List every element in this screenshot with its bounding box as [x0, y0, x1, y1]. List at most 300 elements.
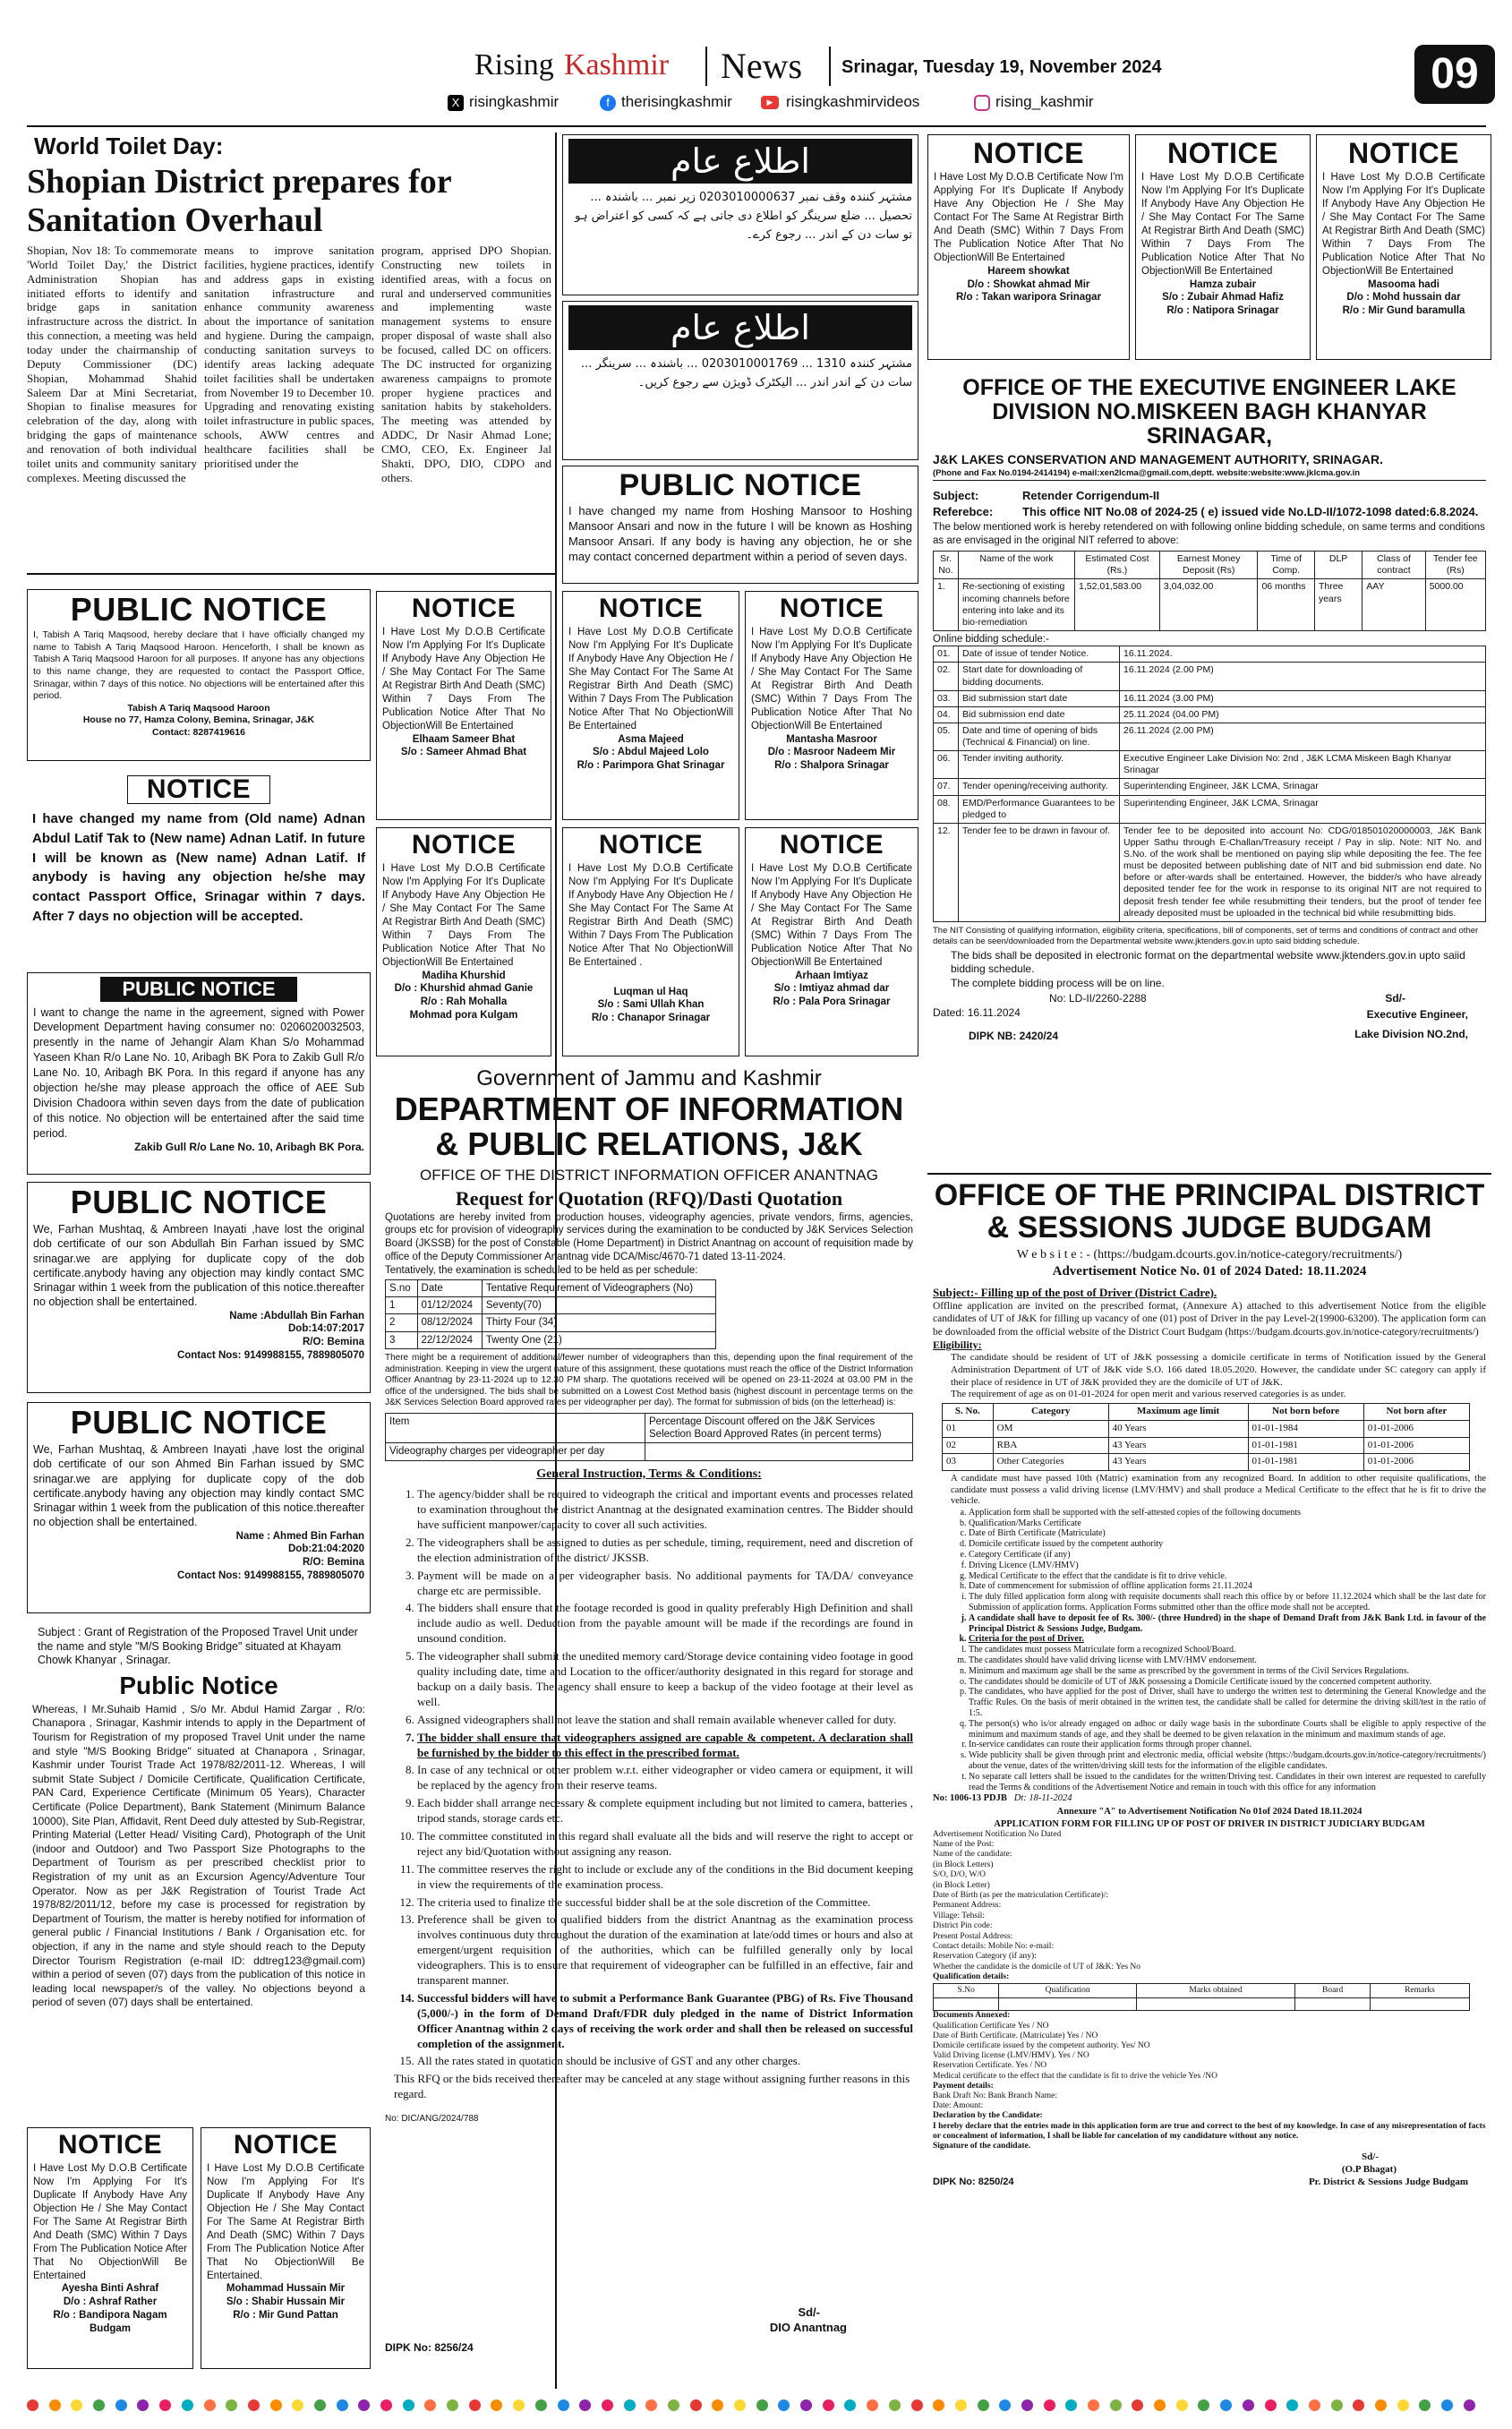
- cell: 01-01-2006: [1363, 1437, 1469, 1454]
- lake-schedule-table: [933, 646, 1486, 922]
- table-header: Maximum age limit: [1108, 1404, 1248, 1421]
- table-header: Time of Comp.: [1258, 552, 1315, 579]
- cell: 02.: [934, 663, 959, 690]
- footer-dot: [1353, 2399, 1364, 2411]
- cell: 16.11.2024 (3.00 PM): [1120, 690, 1486, 706]
- cell: 40 Years: [1108, 1420, 1248, 1437]
- form-field: Reservation Category (if any):: [933, 1952, 1037, 1962]
- footer-dot: [1441, 2399, 1453, 2411]
- list-item: q. The person(s) who is/or already engaged on adhoc or daily wage basis in the subordinate Courts shall be eligible to apply respective of the minimum and maximum stands of age, and they shall be deemed to be given relaxation in the minimum and maximum stands of age.: [969, 1719, 1486, 1740]
- footer-dot: [469, 2399, 481, 2411]
- table-row: [386, 1297, 716, 1314]
- table-header: Class of contract: [1363, 552, 1425, 579]
- cell: Twenty One (21): [482, 1331, 715, 1348]
- cell: 1.: [934, 579, 959, 631]
- doc-line: Declaration by the Candidate:: [933, 2111, 1043, 2121]
- notice-mid-5: [562, 827, 739, 1056]
- notice-title: NOTICE: [779, 830, 884, 860]
- dipr-no: No: DIC/ANG/2024/788: [385, 2113, 479, 2124]
- cell: 06 months: [1258, 579, 1315, 631]
- doc-line: Payment details:: [933, 2081, 994, 2091]
- footer-dot: [447, 2399, 458, 2411]
- cell: AAY: [1363, 579, 1425, 631]
- notice-sig-name: Name : Ahmed Bin Farhan: [235, 1530, 364, 1542]
- form-field: District Pin code:: [933, 1921, 993, 1931]
- table-row: [934, 646, 1486, 663]
- doc-line: Documents Annexed:: [933, 2011, 1011, 2021]
- form-field: Contact details: Mobile No: e-mail:: [933, 1941, 1055, 1951]
- social-facebook-label: therisingkashmir: [621, 93, 732, 110]
- footer-dot: [93, 2399, 105, 2411]
- lake-point: The bids shall be deposited in electronic format on the departmental website www.jktenders.gov.in upto saiid bidding schedule.: [951, 948, 1465, 976]
- footer-dot: [690, 2399, 702, 2411]
- list-item: t. No separate call letters shall be issued to the candidates for the written/Driving test. Candidates in their own interest are requested to carefully read the Terms & conditions of the Advertisement Notice and remain in touch with this office for any information: [969, 1772, 1486, 1793]
- footer-dot: [1265, 2399, 1277, 2411]
- table-row: [386, 1314, 716, 1331]
- cell: 02: [943, 1437, 994, 1454]
- cell: 06.: [934, 751, 959, 779]
- doc-line: Date of Birth Certificate. (Matriculate) Yes / NO: [933, 2031, 1098, 2040]
- budgam-title: OFFICE OF THE PRINCIPAL DISTRICT & SESSIONS JUDGE BUDGAM: [934, 1180, 1485, 1244]
- notice-sig-dob: Dob:14:07:2017: [287, 1323, 364, 1335]
- footer-dot: [645, 2399, 657, 2411]
- dipr-sig: Sd/-: [798, 2305, 820, 2319]
- footer-dot: [358, 2399, 370, 2411]
- table-row: [934, 690, 1486, 706]
- footer-dot: [314, 2399, 326, 2411]
- cell: 1,52,01,583.00: [1075, 579, 1160, 631]
- notice-sig-parent: S/o : Sameer Ahmad Bhat: [400, 747, 527, 758]
- cell: 43 Years: [1108, 1454, 1248, 1471]
- notice-top-2: [1135, 134, 1311, 360]
- budgam-age-table: [942, 1403, 1470, 1471]
- dateline: Srinagar, Tuesday 19, November 2024: [841, 57, 1162, 77]
- table-header: Not born after: [1363, 1404, 1469, 1421]
- form-field: Advertisement Notification No Dated: [933, 1829, 1062, 1839]
- footer-dot: [1331, 2399, 1343, 2411]
- doc-line: Date: Amount:: [933, 2101, 984, 2111]
- notice-body: I Have Lost My D.O.B Certificate Now I'm Applying For It's Duplicate If Anybody Have Any Objection He / She May Contact For The Same At Registrar Birth And Death (SMC) Within 7 Days From The Publication Notice After That No ObjectionWill Be Entertained: [568, 627, 733, 731]
- notice-sig-parent: S/o : Abdul Majeed Lolo: [593, 747, 709, 758]
- notice-sig-address: R/o : Shalpora Srinagar: [774, 760, 889, 772]
- notice-sig-parent: D/o : Masroor Nadeem Mir: [767, 747, 896, 758]
- form-field: Qualification details:: [933, 1972, 1010, 1982]
- budgam-form-fields: [933, 1830, 1486, 1983]
- notice-mid-3: [745, 591, 918, 820]
- cell: Videography charges per videographer per day: [386, 1443, 645, 1460]
- lake-sig: Sd/-: [1385, 992, 1405, 1005]
- cell: Three years: [1314, 579, 1362, 631]
- list-item: 8. In case of any technical or other problem w.r.t. either videographer or video camera or equipment, it will be replaced by the agency from their reserve teams.: [417, 1763, 913, 1793]
- footer-dot: [337, 2399, 348, 2411]
- footer-dot: [1198, 2399, 1209, 2411]
- cell: 08/12/2024: [417, 1314, 482, 1331]
- notice-mid-6: [745, 827, 918, 1056]
- article-col3: program, apprised DPO Shopian. Constructing new toilets in identified areas, with a focus on rural and underserved communities and implementing waste management systems to ensure proper disposal of waste shall also be focused, called DC on officers. The DC instructed for organizing awareness campaigns to promote proper hygiene practices and sanitation habits by stakeholders. The meeting was attended by ADDC, Dr Nasir Ahmad Lone; CMO, CEO, Ex. Engineer Jal Shakti, DPO, DIO, CDPO and others.: [381, 244, 551, 484]
- dipr-footer-text: This RFQ or the bids received thereafter may be canceled at any stage without assigning further reasons in this regard.: [394, 2072, 910, 2100]
- notice-body: I Have Lost My D.O.B Certificate Now I'm Applying For It's Duplicate If Anybody Have Any Objection He / She May Contact For The Same At Registrar Birth And Death (SMC) Within 7 Days From The Publication Notice After That No ObjectionWill Be Entertained: [751, 627, 912, 731]
- budgam-sig-name: (O.P Bhagat): [1341, 2164, 1397, 2176]
- notice-sig-contact: Contact Nos: 9149988155, 7889805070: [176, 1570, 364, 1582]
- footer-dot: [1065, 2399, 1077, 2411]
- notice-title: PUBLIC NOTICE: [70, 591, 328, 628]
- notice-body: I Have Lost My D.O.B Certificate Now I'm Applying For It's Duplicate If Anybody Have Any Objection He / She May Contact For The Same At Registrar Birth And Death (SMC) Within 7 Days From The Publication Notice After That No ObjectionWill Be Entertained: [751, 863, 912, 968]
- notice-sig-parent: D/o : Khurshid ahmad Ganie: [394, 983, 534, 995]
- list-item: i. The duly filled application form along with requisite documents shall reach this office by or before 11.12.2024 which shall be the last date for Submission of application forms. Application Forms submitted other than the office mode shall not be accepted.: [969, 1592, 1486, 1613]
- lake-ref-key: Referebce:: [933, 504, 994, 518]
- notice-body: I Have Lost My D.O.B Certificate Now I'm Applying For It's Duplicate If Anybody Have Any Objection He / She May Contact For The Same At Registrar Birth And Death (SMC) Within 7 Days From The Publication Notice After That No ObjectionWill Be Entertained.: [207, 2163, 364, 2281]
- social-x-label: risingkashmir: [469, 93, 560, 110]
- notice-sig-parent: S/o : Shabir Hussain Mir: [226, 2296, 346, 2308]
- cell: 43 Years: [1108, 1437, 1248, 1454]
- table-header: Estimated Cost (Rs.): [1075, 552, 1160, 579]
- notice-mid-4: [376, 827, 551, 1056]
- list-item: 12. The criteria used to finalize the successful bidder shall be at the sole discretion of the Committee.: [417, 1895, 913, 1911]
- notice-body: I Have Lost My D.O.B Certificate Now I'm Applying For It's Duplicate If Anybody Have Any Objection He / She May Contact For The Same At Registrar Birth And Death (SMC) Within 7 Days From The Publication Notice After That No ObjectionWill Be Entertained: [382, 863, 545, 968]
- footer-dot: [823, 2399, 834, 2411]
- cell: 12.: [934, 823, 959, 921]
- notice-sig-name: Luqman ul Haq: [613, 986, 688, 997]
- cell: 01: [943, 1420, 994, 1437]
- cell: 01-01-1981: [1248, 1437, 1363, 1454]
- table-header: Date: [417, 1279, 482, 1296]
- notice-title: NOTICE: [411, 830, 517, 860]
- lake-point: The complete bidding process will be on line.: [951, 976, 1165, 989]
- notice-sig-address-2: Mohmad pora Kulgam: [409, 1010, 518, 1022]
- footer-dot: [734, 2399, 746, 2411]
- cell: Re-sectioning of existing incoming channels before entering into lake and its bio-remediation: [959, 579, 1075, 631]
- budgam-body-3: A candidate must have passed 10th (Matric) examination from any recognized Board. In addition to other requisite qualifications, the candidate must possess a valid driving license (LMV/HMV) and shall produce a Medical Certificate to the effect that he is fit to drive the vehicle.: [951, 1474, 1486, 1507]
- notice-title: NOTICE: [973, 137, 1084, 169]
- cell: Other Categories: [993, 1454, 1108, 1471]
- budgam-annex-title: APPLICATION FORM FOR FILLING UP OF POST OF DRIVER IN DISTRICT JUDICIARY BUDGAM: [994, 1818, 1425, 1829]
- dipr-note: There might be a requirement of additional/fewer number of videographers than this, depending upon the final requirement of the administration. Keeping in view the urgent nature of this assignment, these quotations must reach the office of the District Information Officer Anantnag by 23-11-2024 up to 12.30 PM sharp. The quotations received will be opened on 23-11-2024 at 03.00 PM in the office of the undersigned. The bids shall be submitted on a Lowest Cost Method basis (highest discount in percentage terms on the J&K Services Selection Board approved rates per videographer per day). The format for submission of bids (on the letterhead) is:: [385, 1353, 913, 1408]
- notice-sig-contact: Contact Nos: 9149988155, 7889805070: [176, 1350, 364, 1362]
- notice-body: I, Tabish A Tariq Maqsood, hereby declare that I have officially changed my name to Tabish A Tariq Maqsood Haroon. Henceforth, I shall be known as Tabish A Tariq Maqsood Haroon for all purposes. If anyone has any objections to this name change, they are requested to contact the Passport Office, Srinagar, within 7 days of this notice. No objections will be entertained after this period.: [33, 629, 364, 702]
- cell: RBA: [993, 1437, 1108, 1454]
- notice-sig-parent: D/o : Mohd hussain dar: [1346, 292, 1461, 304]
- footer-dot: [955, 2399, 967, 2411]
- footer-dot: [292, 2399, 303, 2411]
- notice-sig-address: R/O: Bemina: [302, 1557, 364, 1569]
- budgam-no: No: 1006-13 PDJB: [933, 1793, 1007, 1804]
- public-notice-farhan-2: [27, 1402, 371, 1613]
- table-header: Marks obtained: [1136, 1983, 1294, 1998]
- notice-sig-parent: D/o : Ashraf Rather: [63, 2296, 158, 2308]
- table-header: Board: [1295, 1983, 1371, 1998]
- urdu-ad-2: [562, 301, 918, 460]
- footer-dot: [1397, 2399, 1409, 2411]
- notice-sig-address: R/o : Chanapor Srinagar: [591, 1013, 711, 1024]
- notice-title: NOTICE: [598, 594, 704, 623]
- budgam-annex: Annexure "A" to Advertisement Notification No 01of 2024 Dated 18.11.2024: [1056, 1807, 1363, 1817]
- doc-line: Valid Driving license (LMV/HMV). Yes / NO: [933, 2051, 1089, 2061]
- notice-sig-name: Madiha Khurshid: [422, 970, 506, 981]
- notice-title: NOTICE: [57, 2130, 163, 2160]
- form-field: Name of the candidate:: [933, 1850, 1012, 1860]
- cell: EMD/Performance Guarantees to be pledged to: [959, 795, 1120, 823]
- lake-sig-title: Executive Engineer,: [1366, 1008, 1468, 1022]
- notice-top-3: [1316, 134, 1491, 360]
- notice-body: I Have Lost My D.O.B Certificate Now I'm Applying For It's Duplicate If Anybody Have Any Objection He / She May Contact For The Same At Registrar Birth And Death (SMC) Within 7 Days From The Publication Notice After That No ObjectionWill Be Entertained .: [568, 863, 733, 968]
- footer-dot: [1021, 2399, 1033, 2411]
- table-header: Qualification: [999, 1983, 1136, 1998]
- footer-dot: [380, 2399, 392, 2411]
- lake-subject-key: Subject:: [933, 489, 979, 503]
- article-kicker: World Toilet Day:: [34, 133, 224, 159]
- notice-sig-name: Name :Abdullah Bin Farhan: [229, 1310, 364, 1321]
- footer-dot: [71, 2399, 82, 2411]
- cell: 01-01-1984: [1248, 1420, 1363, 1437]
- cell: 01-01-2006: [1363, 1454, 1469, 1471]
- notice-sig-name: Elhaam Sameer Bhat: [412, 733, 516, 745]
- dipr-rfq-title: Request for Quotation (RFQ)/Dasti Quotation: [455, 1187, 843, 1210]
- lake-online-label: Online bidding schedule:-: [933, 633, 1049, 645]
- list-item: l. The candidates must possess Matriculate form a recognized School/Board.: [969, 1645, 1486, 1655]
- footer-dot: [558, 2399, 569, 2411]
- urdu-ad-2-body: مشتہر کنندہ 1310 ... 0203010001769 ... باشندہ ... سرینگر ... سات دن کے اندر اندر ... الیکٹرک ڈویژن سے رجوع کریں۔: [581, 357, 912, 389]
- notice-body: I Have Lost My D.O.B Certificate Now I'm Applying For It's Duplicate If Anybody Have Any Objection He / She May Contact For The Same At Registrar Birth And Death (SMC) Within 7 Days From The Publication Notice After That No ObjectionWill Be Entertained: [382, 627, 545, 731]
- list-item: g. Medical Certificate to the effect that the candidate is fit to drive vehicle.: [969, 1571, 1486, 1582]
- lake-title: OFFICE OF THE EXECUTIVE ENGINEER LAKE DIVISION NO.MISKEEN BAGH KHANYAR SRINAGAR,: [962, 376, 1456, 449]
- notice-sig-parent: S/o : Imtiyaz ahmad dar: [773, 983, 890, 995]
- cell: 08.: [934, 795, 959, 823]
- table-row: [943, 1454, 1470, 1471]
- notice-sig-name: Tabish A Tariq Maqsood Haroon: [127, 702, 270, 714]
- notice-sig-name: Hareem showkat: [987, 265, 1070, 277]
- notice-ayesha: [27, 2127, 193, 2369]
- cell: Tender inviting authority.: [959, 751, 1120, 779]
- cell: Bid submission end date: [959, 706, 1120, 723]
- notice-sig-address: R/o : Parimpora Ghat Srinagar: [577, 760, 725, 772]
- brand-rising: Rising: [474, 48, 554, 81]
- cell: Start date for downloading of bidding documents.: [959, 663, 1120, 690]
- cell: Tender opening/receiving authority.: [959, 779, 1120, 795]
- list-item: a. Application form shall be supported with the self-attested copies of the following documents: [969, 1508, 1486, 1518]
- urdu-ad-1-body: مشتہر کنندہ وقف نمبر 0203010000637 زیر نمبر ... باشندہ ... تحصیل ... ضلع سرینگر کو اطلاع دی جاتی ہے کہ کسی کو اعتراض ہو تو سات دن کے اندر ... رجوع کرے۔: [575, 191, 912, 242]
- list-item: s. Wide publicity shall be given through print and electronic media, official website (https://budgam.dcourts.gov.in/notice-category/recruitments/) about the venue, dates of the written/driving skill tests for the information of the eligible candidates.: [969, 1750, 1486, 1772]
- budgam-list: [933, 1508, 1486, 1793]
- table-row: [934, 706, 1486, 723]
- footer-dot: [1464, 2399, 1475, 2411]
- budgam-qual-table: [933, 1983, 1470, 2012]
- list-item: h. Date of commencement for submission of offline application forms 21.11.2024: [969, 1581, 1486, 1592]
- form-field: (in Block Letters): [933, 1860, 994, 1869]
- lake-sub: J&K LAKES CONSERVATION AND MANAGEMENT AUTHORITY, SRINAGAR.: [933, 452, 1383, 466]
- list-item: 2. The videographers shall be assigned to duties as per schedule, timing, requirement, need and discretion of the election administration of the district/ JKSSB.: [417, 1535, 913, 1566]
- cell: 26.11.2024 (2.00 PM): [1120, 723, 1486, 750]
- budgam-eligibility: Eligibility:: [933, 1339, 982, 1351]
- public-notice-suhaib: [27, 1622, 371, 2120]
- lake-division-ad: [927, 376, 1491, 1173]
- footer-dot: [1154, 2399, 1166, 2411]
- footer-dot: [668, 2399, 679, 2411]
- footer-dot: [226, 2399, 237, 2411]
- table-header: Not born before: [1248, 1404, 1363, 1421]
- lake-intro: The below mentioned work is hereby retendered on with following online bidding schedule, on same terms and conditions as are envisaged in the original NIT referred to above:: [933, 522, 1485, 546]
- table-row: [934, 663, 1486, 690]
- notice-body: I want to change the name in the agreement, signed with Power Development Department having consumer no: 0206020032503, presently in the name of Jehangir Alam Khan S/o Mohammad Yaseen Khan R/o Lane No. 10, Aribagh BK Pora to Zakib Gull R/o Lane No. 10, Aribagh BK Pora. In this regard if anyone has any objection he/she may please approach the office of AEE Sub Division Chadoora within seven days from the date of publication of this notice. No objection will be entertained after the said time period.: [33, 1005, 364, 1140]
- table-header: Category: [993, 1404, 1108, 1421]
- notice-body: Whereas, I Mr.Suhaib Hamid , S/o Mr. Abdul Hamid Zargar , R/o: Chanapora , Srinagar, Kashmir intends to apply in the Department of Tourism for Registration of my proposed Travel Unit under the name and style "M/S Booking Bridge" situated at Chanapora , Srinagar, Kashmir under Tourist Trade Act 1978/82/2011-12. Whereas, I will submit State Subject / Domicile Certificate, Qualification Certificate, PAN Card, Experience Certificate (Minimum 05 Years), Character Certificate (Police Department), Bank Statement (Minimum Balance 10000), Site Plan, Affidavit, Rent Deed duly attested by Sub-Registrar, Printing Material (Letter Head/ Visiting Card), Photograph of the Unit (indoor and Outdoor) and Two Passport Size Photographs to the Department of Tourism as per prescribed checklist prior to Registration of my unit as an Excursion Agency/Adventure Tour Operator. Now as per J&K Registration of Tourist Trade Act 1978/82/2011/12, before my case is processed for registration by Department of Tourism, the matter is hereby notified for information of general public / Financial Institutions / Bank / Organisation etc. for objection, if any in the name and style should reach to the Deputy Director Tourism Registration (e-mail ID: ddtreg123@gmail.com) within a period of seven (07) days from the publication of this notice in leading local newspaper/s of the valley. No objections beyond a period of seven (07) days shall be entertained.: [32, 1702, 365, 2009]
- cell: 01-01-2006: [1363, 1420, 1469, 1437]
- cell: Superintending Engineer, J&K LCMA, Srinagar: [1120, 795, 1486, 823]
- cell: Percentage Discount offered on the J&K Services Selection Board Approved Rates (in percent terms): [645, 1413, 913, 1443]
- notice-title: NOTICE: [1167, 137, 1278, 169]
- social-instagram-label: rising_kashmir: [995, 93, 1094, 110]
- form-field: Name of the Post:: [933, 1840, 995, 1850]
- notice-sig-address: House no 77, Hamza Colony, Bemina, Srinagar, J&K: [82, 714, 315, 726]
- footer-dot: [204, 2399, 216, 2411]
- footer-dot: [602, 2399, 613, 2411]
- budgam-subject: Subject:- Filling up of the post of Driver (District Cadre).: [933, 1285, 1217, 1299]
- notice-sig-address: R/o : Bandipora Nagam Budgam: [53, 2310, 167, 2335]
- notice-sig: Zakib Gull R/o Lane No. 10, Aribagh BK Pora.: [134, 1141, 364, 1154]
- notice-sig-address: R/o : Takan waripora Srinagar: [955, 292, 1102, 304]
- dipr-intro: Quotations are hereby invited from production houses, videography agencies, private vendors, firms, agencies, groups etc for provision of videography services during the examination to be conducted by J&K Services Selection Board (JKSSB) for the post of Constable (Home Department) in District Anantnag on account of requisition made by office of the Deputy Commissioner Anantnag vide DCA/Misc/4670-71 dated 13-11-2024.: [385, 1211, 913, 1263]
- cell: 04.: [934, 706, 959, 723]
- lake-dipk: DIPK NB: 2420/24: [969, 1030, 1059, 1043]
- footer-dot: [911, 2399, 923, 2411]
- notice-body: I Have Lost My D.O.B Certificate Now I'm Applying For It's Duplicate If Anybody Have Any Objection He / She May Contact For The Same At Registrar Birth And Death (SMC) Within 7 Days From The Publication Notice After That No ObjectionWill Be Entertained: [1322, 172, 1485, 277]
- notice-title: PUBLIC NOTICE: [70, 1404, 328, 1441]
- table-row: [934, 795, 1486, 823]
- table-row: [934, 823, 1486, 921]
- footer-dot: [844, 2399, 856, 2411]
- public-notice-hoshing: [562, 466, 918, 584]
- footer-dot: [933, 2399, 944, 2411]
- table-row: [934, 779, 1486, 795]
- dipr-terms-title: General Instruction, Terms & Conditions:: [536, 1467, 762, 1481]
- footer-dot: [800, 2399, 812, 2411]
- lake-dated: Dated: 16.11.2024: [933, 1006, 1021, 1020]
- footer-dot: [756, 2399, 768, 2411]
- table-row: [943, 1420, 1470, 1437]
- lake-sig-division: Lake Division NO.2nd,: [1354, 1028, 1468, 1041]
- doc-line: Qualification Certificate Yes / NO: [933, 2021, 1049, 2031]
- budgam-sig-title: Pr. District & Sessions Judge Budgam: [1308, 2177, 1468, 2188]
- footer-dot: [248, 2399, 260, 2411]
- notice-title: NOTICE: [411, 594, 517, 623]
- list-item: 1. The agency/bidder shall be required to videograph the critical and important events and processes related to examination throughout the district Anantnag at the designated examination centres. The Bidder should have sufficient manpower/capacity to cover all such activities.: [417, 1487, 913, 1533]
- form-field: Date of Birth (as per the matriculation Certificate)/:: [933, 1891, 1108, 1901]
- cell: 1: [386, 1297, 418, 1314]
- notice-body: I have changed my name from (Old name) Adnan Abdul Latif Tak to (New name) Adnan Latif. In future I will be known as (New name) Adnan Latif. If anybody is having any objection he/she may contact Passport Office, Srinagar within 7 days. After 7 days no objection will be accepted.: [32, 811, 365, 924]
- social-youtube-label: risingkashmirvideos: [786, 93, 920, 110]
- cell: 05.: [934, 723, 959, 750]
- table-header: S.No: [934, 1983, 999, 1998]
- dipr-sig-title: DIO Anantnag: [769, 2321, 847, 2334]
- notice-mid-2: [562, 591, 739, 820]
- notice-sig-name: Arhaan Imtiyaz: [795, 970, 868, 981]
- footer-dot: [182, 2399, 193, 2411]
- cell: Item: [386, 1413, 645, 1443]
- budgam-sig: Sd/-: [1362, 2151, 1379, 2163]
- notice-title: Public Notice: [119, 1671, 278, 1699]
- lake-nit-note: The NIT Consisting of qualifying information, eligibility criteria, specifications, bill of components, set of terms and conditions of contract and other details can be seen/downloaded from the Departmental website www.jktenders.gov.in upto said bidding schedule.: [933, 925, 1479, 946]
- cell: [645, 1443, 913, 1460]
- list-item: 14. Successful bidders will have to submit a Performance Bank Guarantee (PBG) of Rs. Five Thousand (5,000/-) in the form of Demand Draft/FDR duly pledged in the name of District Information Officer Anantnag within 2 days of receiving the work order and shall then be released on successful completion of the assignment.: [417, 1991, 913, 2052]
- notice-mohammad: [201, 2127, 371, 2369]
- cell: Executive Engineer Lake Division No: 2nd , J&K LCMA Miskeen Bagh Khanyar Srinagar: [1120, 751, 1486, 779]
- table-row: [943, 1437, 1470, 1454]
- notice-title: NOTICE: [598, 830, 704, 860]
- cell: Tender fee to be drawn in favour of.: [959, 823, 1120, 921]
- budgam-dt: Dt: 18-11-2024: [1013, 1793, 1072, 1804]
- footer-dot: [978, 2399, 989, 2411]
- footer-dot: [1044, 2399, 1055, 2411]
- list-item: 3. Payment will be made on a per videographer basis. No additional payments for TA/DA/ conveyance charge etc are permissible.: [417, 1569, 913, 1599]
- footer-dot: [1132, 2399, 1143, 2411]
- urdu-ad-1: [562, 134, 918, 295]
- budgam-elig-2: The requirement of age as on 01-01-2024 for open merit and various reserved categories is as under.: [951, 1389, 1346, 1400]
- footer-dot: [491, 2399, 502, 2411]
- brand-kashmir: Kashmir: [564, 48, 670, 81]
- form-field: Present Postal Address:: [933, 1931, 1013, 1941]
- dipr-terms-list: [385, 1487, 913, 2069]
- table-header: Tentative Requirement of Videographers (No): [482, 1279, 715, 1296]
- footer-dot: [27, 2399, 38, 2411]
- notice-title: NOTICE: [127, 775, 270, 804]
- notice-adnan: [27, 772, 371, 963]
- table-header: Name of the work: [959, 552, 1075, 579]
- notice-sig-parent: S/o : Sami Ullah Khan: [597, 999, 705, 1011]
- article-col1: Shopian, Nov 18: To commemorate 'World Toilet Day,' the District Administration Shopian has initiated efforts to identify and bridge gaps in sanitation infrastructure across the district. In this connection, a meeting was held today under the chairmanship of Deputy Commissioner (DC) Shopian, Mohammad Shahid Saleem Dar at Mini Secretariat, Shopian to finalise measures for celebration of the day, along with bridging the gaps of maintenance and renovation of both individual toilet units and community sanitary complexes. Meeting discussed the: [27, 244, 197, 484]
- list-item: 6. Assigned videographers shall not leave the station and shall remain available whenever called for duty.: [417, 1713, 913, 1728]
- table-header: Sr. No.: [934, 552, 959, 579]
- notice-sig-address: R/o : Mir Gund Pattan: [233, 2310, 338, 2322]
- notice-title: NOTICE: [233, 2130, 338, 2160]
- page-number: 09: [1414, 45, 1495, 104]
- public-notice-hoshing-title: PUBLIC NOTICE: [619, 468, 862, 502]
- notice-title: PUBLIC NOTICE: [100, 977, 297, 1002]
- footer-dot: [270, 2399, 282, 2411]
- table-header: Remarks: [1370, 1983, 1469, 1998]
- form-field: Village: Tehsil:: [933, 1911, 985, 1920]
- lake-work-table: [933, 551, 1486, 631]
- list-item: j. A candidate shall have to deposit fee of Rs. 300/- (three Hundred) in the shape of Demand Draft from J&K Bank Ltd. in favour of the Principal District & Sessions Judge, Budgam.: [969, 1613, 1486, 1635]
- list-item: 15. All the rates stated in quotation should be inclusive of GST and any other charges.: [417, 2054, 913, 2069]
- footer-dot: [1309, 2399, 1320, 2411]
- cell: 3,04,032.00: [1159, 579, 1258, 631]
- notice-mid-1: [376, 591, 551, 820]
- list-item: k. Criteria for the post of Driver.: [969, 1634, 1486, 1645]
- budgam-elig-1: The candidate should be resident of UT of J&K possessing a domicile certificate in terms of Notification issued by the General Administration Department of UT of J&K vide S.O. 166 dated 18.05.2020. However, the candidate under SC category can apply if their place of residence in UT of J&K provided they are the domicile of UT of J&K.: [951, 1352, 1486, 1388]
- doc-line: Bank Draft No: Bank Branch Name:: [933, 2091, 1058, 2101]
- list-item: 4. The bidders shall ensure that the footage recorded is good in quality preferably High Definition and shall include audio as well. Deduction from the payable amount will be made if the recordings are found in unsound condition.: [417, 1601, 913, 1646]
- footer-dot: [513, 2399, 525, 2411]
- section-title: News: [721, 46, 803, 86]
- list-item: 7. The bidder shall ensure that videographers assigned are capable & competent. A declaration shall be furnished by the bidder to this effect in the prescribed format.: [417, 1731, 913, 1761]
- lake-no: No: LD-II/2260-2288: [1049, 992, 1147, 1005]
- table-row: [386, 1331, 716, 1348]
- footer-dot: [159, 2399, 171, 2411]
- notice-sig-name: Ayesha Binti Ashraf: [61, 2283, 159, 2295]
- instagram-icon: [974, 95, 990, 111]
- notice-title: PUBLIC NOTICE: [70, 1184, 328, 1220]
- cell: 16.11.2024.: [1120, 646, 1486, 663]
- cell: 01/12/2024: [417, 1297, 482, 1314]
- footer-dot: [1220, 2399, 1232, 2411]
- cell: 03.: [934, 690, 959, 706]
- list-item: o. The candidates should be domicile of UT of J&K possessing a Domicile Certificate issued by the concerned competent authority.: [969, 1677, 1486, 1688]
- list-item: d. Domicile certificate issued by the competent authority: [969, 1539, 1486, 1550]
- form-field: (in Block Letter): [933, 1880, 990, 1890]
- facebook-icon: f: [600, 95, 616, 111]
- list-item: m. The candidates should have valid driving license with LMV/HMV endorsement.: [969, 1655, 1486, 1666]
- dipr-office: OFFICE OF THE DISTRICT INFORMATION OFFICER ANANTNAG: [420, 1166, 878, 1184]
- table-header: S.no: [386, 1279, 418, 1296]
